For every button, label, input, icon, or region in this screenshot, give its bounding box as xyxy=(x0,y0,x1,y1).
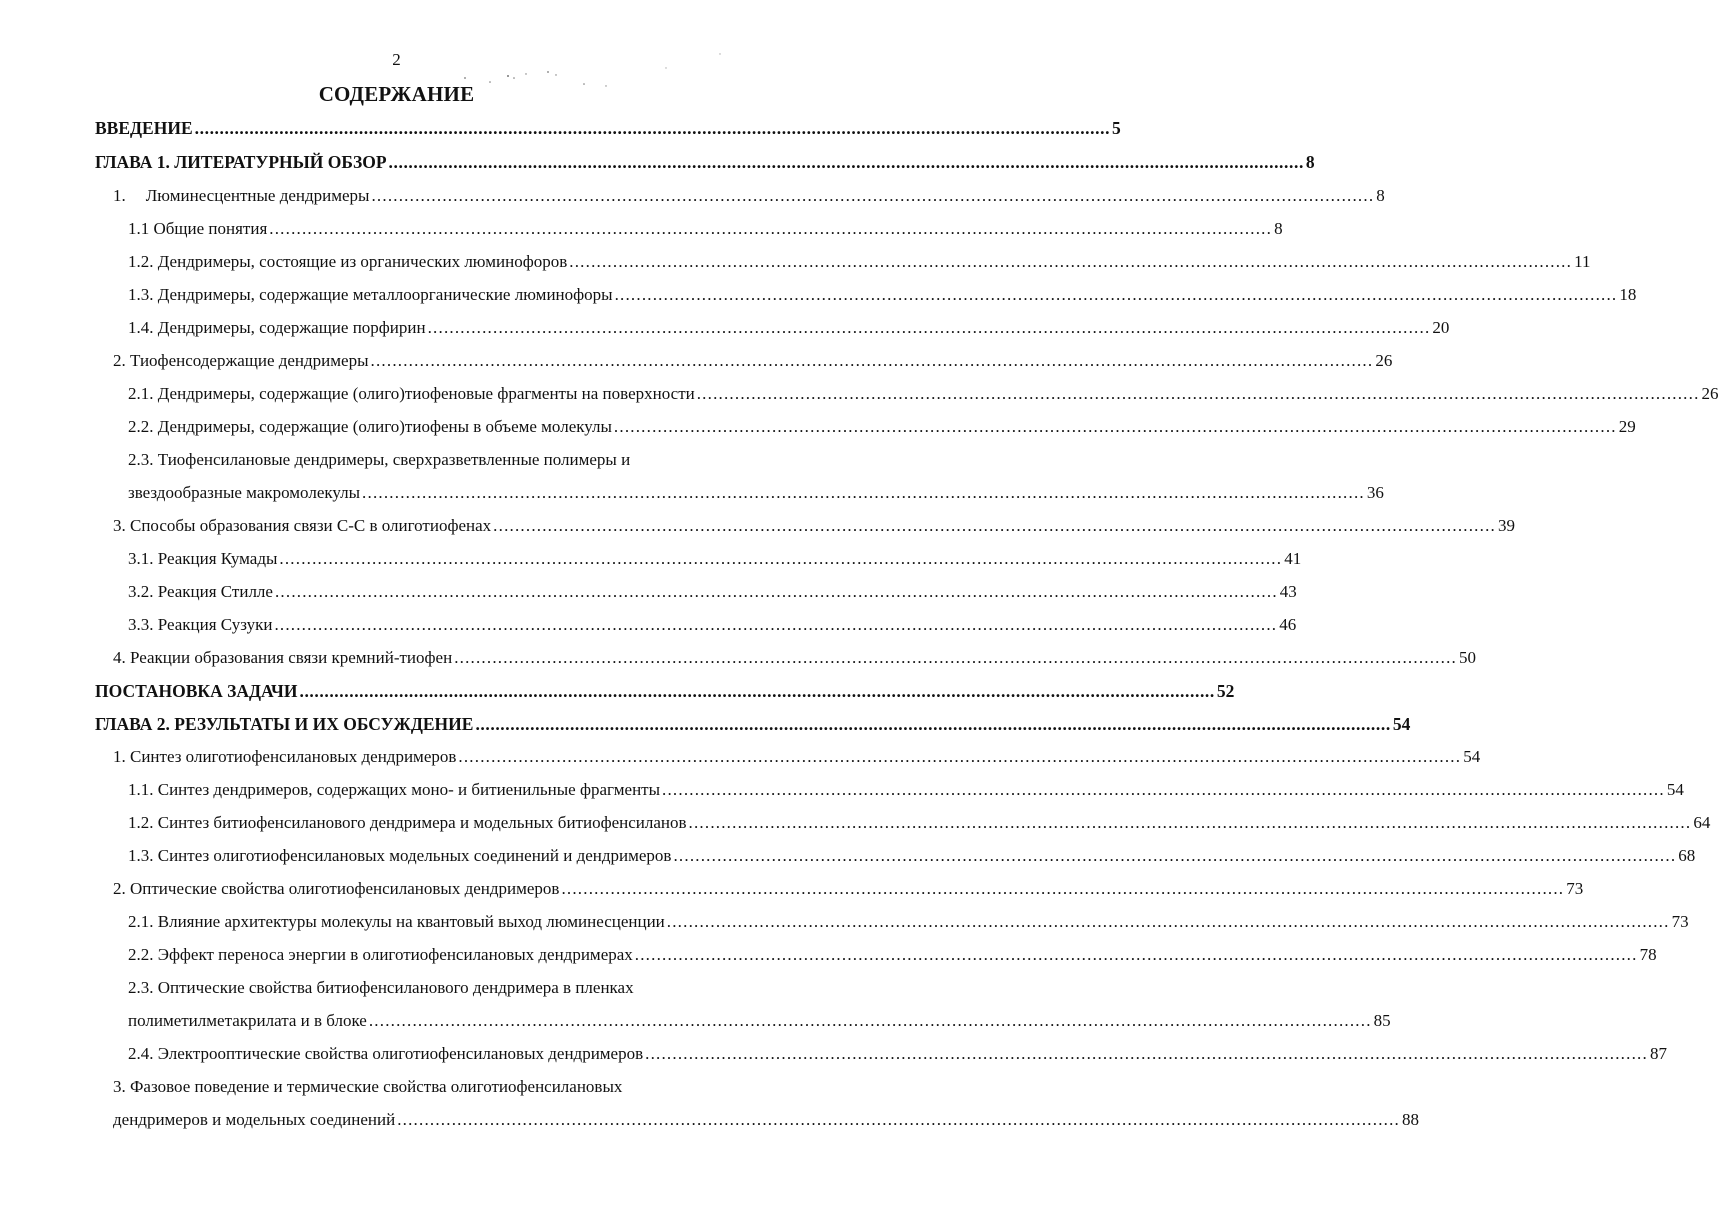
toc-entry-ch2-subsection-2-3[interactable] xyxy=(128,1010,1391,1032)
toc-entry-page: 39 xyxy=(1497,516,1515,535)
leader-dots: ........................................................................................................................................................................................ xyxy=(279,549,1283,568)
leader-dots: ........................................................................................................................................................................................ xyxy=(561,879,1565,898)
toc-entry-label: 1. Синтез олиготиофенсилановых дендримеров xyxy=(113,747,457,766)
leader-dots: ........................................................................................................................................................................................ xyxy=(274,582,1278,601)
toc-entry-subsection-3-2[interactable] xyxy=(128,581,1297,603)
toc-entry-page: 8 xyxy=(1274,219,1283,238)
toc-entry-subsection-2-3-line1[interactable]: 2.3. Тиофенсилановые дендримеры, сверхразветвленные полимеры и xyxy=(128,450,631,469)
toc-entry-label: 1.3. Дендримеры, содержащие металлоорганические люминофоры xyxy=(128,285,613,304)
toc-entry-section-2[interactable] xyxy=(113,350,1393,372)
leader-dots: ........................................................................................................................................................................................ xyxy=(666,912,1670,931)
toc-entry-section-3[interactable] xyxy=(113,515,1515,537)
toc-entry-label: 1.2. Дендримеры, состоящие из органических люминофоров xyxy=(128,252,568,271)
leader-dots: ........................................................................................................................................................................................ xyxy=(475,714,1391,734)
toc-entry-page: 54 xyxy=(1392,714,1411,734)
toc-entry-label: 1.1. Синтез дендримеров, содержащих моно- и битиенильные фрагменты xyxy=(128,780,661,799)
leader-dots: ........................................................................................................................................................................................ xyxy=(370,351,1374,370)
toc-entry-label: звездообразные макромолекулы xyxy=(128,483,361,502)
scan-noise xyxy=(460,60,760,100)
leader-dots: ........................................................................................................................................................................................ xyxy=(458,747,1462,766)
toc-entry-label: 2.1. Дендримеры, содержащие (олиго)тиофеновые фрагменты на поверхности xyxy=(128,384,695,403)
toc-entry-page: 26 xyxy=(1375,351,1393,370)
toc-entry-label: 2.1. Влияние архитектуры молекулы на квантовый выход люминесценции xyxy=(128,912,665,931)
leader-dots: ........................................................................................................................................................................................ xyxy=(645,1044,1648,1063)
leader-dots: ........................................................................................................................................................................................ xyxy=(634,945,1638,964)
toc-entry-page: 64 xyxy=(1693,813,1711,832)
toc-entry-chapter-1[interactable] xyxy=(95,151,1315,173)
toc-entry-label: 2. Тиофенсодержащие дендримеры xyxy=(113,351,369,370)
toc-entry-page: 85 xyxy=(1373,1011,1391,1030)
toc-entry-label: 1.1 Общие понятия xyxy=(128,219,268,238)
leader-dots: ........................................................................................................................................................................................ xyxy=(269,219,1273,238)
toc-entry-page: 88 xyxy=(1402,1110,1420,1129)
toc-entry-subsection-1-3[interactable] xyxy=(128,284,1637,306)
toc-entry-label: 1.4. Дендримеры, содержащие порфирин xyxy=(128,318,426,337)
toc-entry-page: 5 xyxy=(1112,118,1121,138)
toc-entry-page: 8 xyxy=(1376,186,1385,205)
toc-entry-ch2-subsection-1-1[interactable] xyxy=(128,779,1684,801)
toc-entry-label: ГЛАВА 2. РЕЗУЛЬТАТЫ И ИХ ОБСУЖДЕНИЕ xyxy=(95,714,474,734)
toc-entry-page: 50 xyxy=(1459,648,1476,667)
toc-entry-problem-statement[interactable] xyxy=(95,680,1235,702)
toc-entry-number: 1. xyxy=(113,186,126,205)
toc-entry-ch2-subsection-2-2[interactable] xyxy=(128,944,1657,966)
toc-entry-page: 73 xyxy=(1671,912,1689,931)
leader-dots: ........................................................................................................................................................................................ xyxy=(696,384,1700,403)
leader-dots: ........................................................................................................................................................................................ xyxy=(388,152,1304,172)
toc-entry-introduction[interactable] xyxy=(95,117,1121,139)
toc-entry-section-4[interactable] xyxy=(113,647,1476,669)
toc-entry-page: 87 xyxy=(1649,1044,1667,1063)
toc-entry-label: ПОСТАНОВКА ЗАДАЧИ xyxy=(95,681,298,701)
toc-entry-subsection-3-3[interactable] xyxy=(128,614,1297,636)
toc-entry-ch2-subsection-2-4[interactable] xyxy=(128,1043,1667,1065)
toc-entry-ch2-section-2[interactable] xyxy=(113,878,1584,900)
toc-entry-page: 18 xyxy=(1619,285,1637,304)
toc-entry-ch2-subsection-2-1[interactable] xyxy=(128,911,1689,933)
leader-dots: ........................................................................................................................................................................................ xyxy=(454,648,1457,667)
toc-entry-label: 3.3. Реакция Сузуки xyxy=(128,615,273,634)
leader-dots: ........................................................................................................................................................................................ xyxy=(569,252,1573,271)
leader-dots: ........................................................................................................................................................................................ xyxy=(673,846,1677,865)
toc-entry-page: 54 xyxy=(1463,747,1481,766)
toc-entry-ch2-subsection-2-3-line1[interactable]: 2.3. Оптические свойства битиофенсиланового дендримера в пленках xyxy=(128,978,634,997)
toc-entry-label: 4. Реакции образования связи кремний-тиофен xyxy=(113,648,453,667)
toc-entry-page: 26 xyxy=(1701,384,1719,403)
toc-entry-chapter-2[interactable] xyxy=(95,713,1411,735)
toc-entry-ch2-section-3-line1[interactable]: 3. Фазовое поведение и термические свойства олиготиофенсилановых xyxy=(113,1077,623,1096)
toc-entry-label: 1.2. Синтез битиофенсиланового дендримера и модельных битиофенсиланов xyxy=(128,813,687,832)
leader-dots: ........................................................................................................................................................................................ xyxy=(613,417,1617,436)
toc-entry-page: 54 xyxy=(1666,780,1684,799)
toc-entry-label: ВВЕДЕНИЕ xyxy=(95,118,193,138)
toc-entry-subsection-1-4[interactable] xyxy=(128,317,1450,339)
toc-entry-subsection-2-2[interactable] xyxy=(128,416,1636,438)
leader-dots: ........................................................................................................................................................................................ xyxy=(299,681,1215,701)
toc-entry-subsection-2-1[interactable] xyxy=(128,383,1719,405)
toc-entry-ch2-section-3[interactable] xyxy=(113,1109,1420,1131)
toc-entry-page: 78 xyxy=(1639,945,1657,964)
leader-dots: ........................................................................................................................................................................................ xyxy=(362,483,1365,502)
toc-entry-page: 36 xyxy=(1366,483,1384,502)
toc-entry-label: 2.4. Электрооптические свойства олиготиофенсилановых дендримеров xyxy=(128,1044,644,1063)
leader-dots: ........................................................................................................................................................................................ xyxy=(662,780,1665,799)
toc-entry-page: 68 xyxy=(1678,846,1696,865)
leader-dots: ........................................................................................................................................................................................ xyxy=(274,615,1278,634)
toc-entry-label: 3.1. Реакция Кумады xyxy=(128,549,278,568)
toc-entry-subsection-1-2[interactable] xyxy=(128,251,1591,273)
page-title: СОДЕРЖАНИЕ xyxy=(318,82,475,106)
toc-entry-page: 46 xyxy=(1279,615,1297,634)
toc-entry-page: 29 xyxy=(1618,417,1636,436)
toc-entry-label: 2.2. Дендримеры, содержащие (олиго)тиофены в объеме молекулы xyxy=(128,417,612,436)
toc-entry-page: 73 xyxy=(1566,879,1584,898)
toc-entry-section-1[interactable] xyxy=(113,185,1385,207)
toc-entry-page: 11 xyxy=(1574,252,1591,271)
toc-entry-subsection-2-3[interactable] xyxy=(128,482,1384,504)
leader-dots: ........................................................................................................................................................................................ xyxy=(194,118,1111,138)
toc-entry-label: 3.2. Реакция Стилле xyxy=(128,582,273,601)
leader-dots: ........................................................................................................................................................................................ xyxy=(427,318,1431,337)
leader-dots: ........................................................................................................................................................................................ xyxy=(368,1011,1372,1030)
toc-entry-ch2-subsection-1-3[interactable] xyxy=(128,845,1696,867)
leader-dots: ........................................................................................................................................................................................ xyxy=(688,813,1692,832)
toc-entry-ch2-subsection-1-2[interactable] xyxy=(128,812,1711,834)
toc-entry-page: 43 xyxy=(1279,582,1297,601)
toc-entry-label: 1.3. Синтез олиготиофенсилановых модельных соединений и дендримеров xyxy=(128,846,672,865)
toc-entry-label: 3. Способы образования связи С-С в олиготиофенах xyxy=(113,516,492,535)
leader-dots: ........................................................................................................................................................................................ xyxy=(493,516,1496,535)
leader-dots: ........................................................................................................................................................................................ xyxy=(397,1110,1401,1129)
toc-entry-subsection-3-1[interactable] xyxy=(128,548,1302,570)
page-number: 2 xyxy=(392,50,401,69)
toc-entry-ch2-section-1[interactable] xyxy=(113,746,1481,768)
toc-entry-label: дендримеров и модельных соединений xyxy=(113,1110,396,1129)
toc-entry-page: 41 xyxy=(1284,549,1302,568)
toc-entry-label: полиметилметакрилата и в блоке xyxy=(128,1011,367,1030)
toc-entry-label: 2. Оптические свойства олиготиофенсилановых дендримеров xyxy=(113,879,560,898)
toc-entry-page: 8 xyxy=(1305,152,1315,172)
toc-entry-label: 2.2. Эффект переноса энергии в олиготиофенсилановых дендримерах xyxy=(128,945,633,964)
toc-entry-subsection-1-1[interactable] xyxy=(128,218,1283,240)
leader-dots: ........................................................................................................................................................................................ xyxy=(371,186,1375,205)
toc-entry-page: 52 xyxy=(1216,681,1235,701)
toc-entry-page: 20 xyxy=(1432,318,1450,337)
leader-dots: ........................................................................................................................................................................................ xyxy=(614,285,1618,304)
toc-entry-label: Люминесцентные дендримеры xyxy=(145,186,370,205)
toc-entry-label: ГЛАВА 1. ЛИТЕРАТУРНЫЙ ОБЗОР xyxy=(95,152,387,172)
